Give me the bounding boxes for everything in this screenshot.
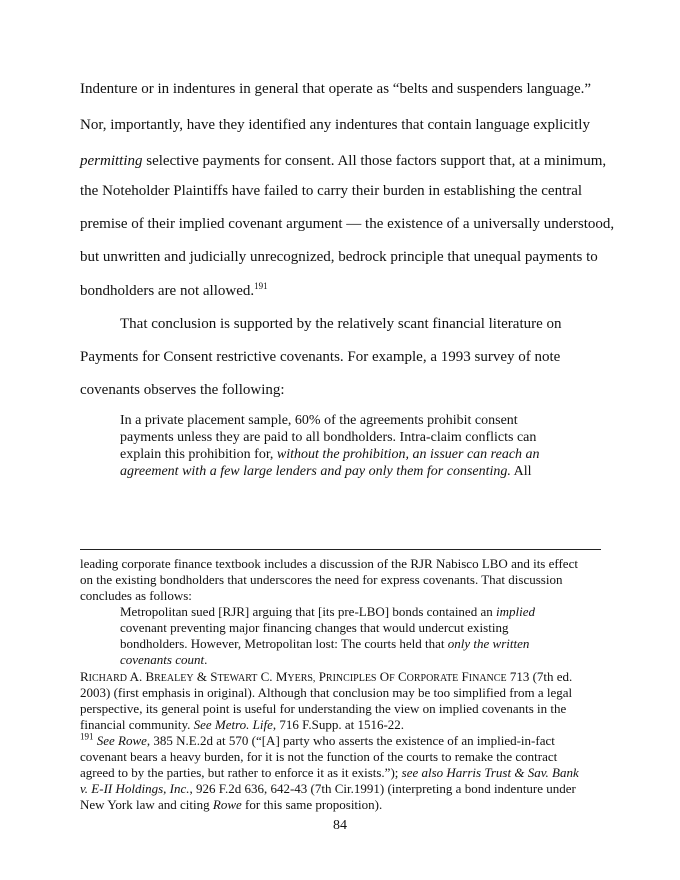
body-line-5: premise of their implied covenant argument — the existence of a universally understood,	[80, 216, 615, 232]
fn191-5-pre: New York law and citing	[80, 797, 213, 812]
quote-line-4-post: All	[510, 464, 532, 479]
footnote-after-line-2: perspective, its general point is useful for understanding the view on implied covenants in the	[80, 701, 567, 716]
body-line-1: Indenture or in indentures in general that operate as “belts and suspenders language.”	[80, 81, 592, 97]
fn191-5-post: for this same proposition).	[241, 797, 383, 812]
body-line-3-rest: selective payments for consent. All those factors support that, at a minimum,	[142, 153, 607, 169]
fn191-5-italic: Rowe	[212, 797, 242, 812]
fq3-italic: only the written	[447, 636, 530, 651]
footnote-quote-line-2: covenant preventing major financing changes that would undercut existing	[120, 620, 509, 635]
footnote-quote-line-4	[120, 652, 570, 668]
fq3-pre: bondholders. However, Metropolitan lost: The courts held that	[120, 636, 448, 651]
body-line-3	[80, 152, 607, 170]
citation-source-render: RICHARD A. BREALEY & STEWART C. MYERS, PRINCIPLES OF CORPORATE FINANCE 713 (7th ed.	[80, 669, 573, 684]
fq4-post: .	[204, 652, 208, 667]
body-line-8: That conclusion is supported by the relatively scant financial literature on	[120, 316, 562, 332]
footnote-ref-191: 191	[254, 281, 268, 291]
fq1-pre: Metropolitan sued [RJR] arguing that [its pre-LBO] bonds contained an	[120, 604, 496, 619]
footnote-cont-line-3: concludes as follows:	[80, 588, 192, 603]
footnote-quote-line-1	[120, 604, 570, 620]
footnote-191-line-4	[80, 781, 600, 797]
fa3-pre: financial community.	[80, 717, 194, 732]
quote-line-4	[120, 463, 560, 480]
body-line-6: but unwritten and judicially unrecognized, bedrock principle that unequal payments to	[80, 249, 598, 265]
footnote-after-line-3	[80, 717, 600, 733]
footnote-191-number: 191	[80, 731, 94, 742]
body-line-10: covenants observes the following:	[80, 382, 285, 398]
fn191-3-pre: agreed to by the parties, but rather to enforce it as it exists.”);	[80, 765, 402, 780]
footnote-191-line-5	[80, 797, 600, 813]
quote-line-1: In a private placement sample, 60% of the agreements prohibit consent	[120, 413, 518, 428]
quote-line-3	[120, 446, 560, 463]
quote-line-3-pre: explain this prohibition for,	[120, 447, 277, 462]
emphasis-permitting: permitting	[80, 153, 143, 169]
footnote-cont-line-1: leading corporate finance textbook includes a discussion of the RJR Nabisco LBO and its effect	[80, 556, 578, 571]
fn191-1-italic: See Rowe	[96, 733, 147, 748]
footnote-quote-line-3	[120, 636, 570, 652]
footnote-191-line-3	[80, 765, 600, 781]
quote-line-4-italic: agreement with a few large lenders and pay only them for consenting.	[120, 464, 511, 479]
fq4-italic: covenants count	[120, 652, 205, 667]
footnote-separator	[80, 549, 601, 550]
body-line-4: the Noteholder Plaintiffs have failed to carry their burden in establishing the central	[80, 183, 583, 199]
quote-line-2: payments unless they are paid to all bondholders. Intra-claim conflicts can	[120, 430, 537, 445]
fn191-3-italic: see also Harris Trust & Sav. Bank	[401, 765, 579, 780]
quote-line-3-italic: without the prohibition, an issuer can reach an	[276, 447, 540, 462]
fn191-1-post: , 385 N.E.2d at 570 (“[A] party who asserts the existence of an implied-in-fact	[146, 733, 555, 748]
footnote-191-line-2: covenant bears a heavy burden, for it is not the function of the courts to remake the contract	[80, 749, 558, 764]
footnote-cont-line-2: on the existing bondholders that underscores the need for express covenants. That discussion	[80, 572, 563, 587]
body-line-2: Nor, importantly, have they identified any indentures that contain language explicitly	[80, 117, 590, 133]
footnote-after-line-1: 2003) (first emphasis in original). Although that conclusion may be too simplified from a legal	[80, 685, 573, 700]
fn191-4-italic: v. E-II Holdings, Inc.	[80, 781, 190, 796]
fq1-italic: implied	[495, 604, 535, 619]
fn191-4-post: , 926 F.2d 636, 642-43 (7th Cir.1991) (interpreting a bond indenture under	[189, 781, 576, 796]
fa3-post: , 716 F.Supp. at 1516-22.	[272, 717, 405, 732]
footnote-191-line-1	[80, 733, 600, 749]
body-line-9: Payments for Consent restrictive covenants. For example, a 1993 survey of note	[80, 349, 561, 365]
body-line-7-text: bondholders are not allowed.	[80, 283, 255, 299]
fa3-italic: See Metro. Life	[193, 717, 273, 732]
page-number: 84	[333, 818, 347, 833]
body-line-7	[80, 282, 580, 300]
